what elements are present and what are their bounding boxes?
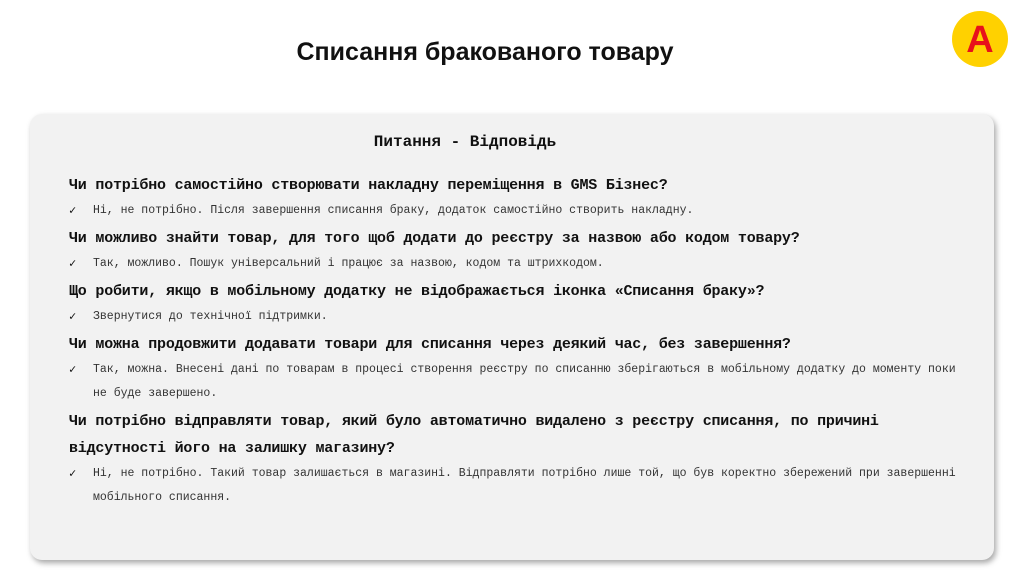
checkmark-icon: ✓ [69,363,77,377]
logo-letter: A [966,19,994,61]
brand-logo [952,11,1008,67]
qa-heading: Питання - Відповідь [373,133,557,151]
answer-text-wrap [69,252,974,276]
question-text: Що робити, якщо в мобільному додатку не відображається іконка «Списання браку»? [69,283,765,300]
qa-list [69,172,974,512]
qa-item [69,225,974,276]
qa-item [69,172,974,223]
checkmark-icon: ✓ [69,257,77,271]
question-text: Чи потрібно самостійно створювати накладну переміщення в GMS Бізнес? [69,177,668,194]
checkmark-icon: ✓ [69,310,77,324]
answer-text: Ні, не потрібно. Після завершення списання браку, додаток самостійно створить накладну. [93,204,694,217]
answer-text-wrap [69,462,974,510]
answer-text: Звернутися до технічної підтримки. [93,310,328,323]
question-text: Чи потрібно відправляти товар, який було автоматично видалено з реєстру списання, по причині відсутності його на залишку магазину? [69,413,879,457]
answer-text: Ні, не потрібно. Такий товар залишається в магазині. Відправляти потрібно лише той, що був коректно збережений при завершенні мобільного списання. [93,467,956,504]
answer-text-wrap [69,305,974,329]
answer-text-wrap [69,358,974,406]
answer-text-wrap [69,199,974,223]
question-text: Чи можна продовжити додавати товари для списання через деякий час, без завершення? [69,336,791,353]
checkmark-icon: ✓ [69,467,77,481]
qa-item [69,331,974,406]
qa-item [69,408,974,510]
answer-text: Так, можливо. Пошук універсальний і працює за назвою, кодом та штрихкодом. [93,257,604,270]
question-text: Чи можливо знайти товар, для того щоб додати до реєстру за назвою або кодом товару? [69,230,800,247]
answer-text: Так, можна. Внесені дані по товарам в процесі створення реєстру по списанню зберігаються в мобільному додатку до моменту поки не буде завершено. [93,363,956,400]
checkmark-icon: ✓ [69,204,77,218]
page-title: Списання бракованого товару [296,38,674,66]
qa-item [69,278,974,329]
